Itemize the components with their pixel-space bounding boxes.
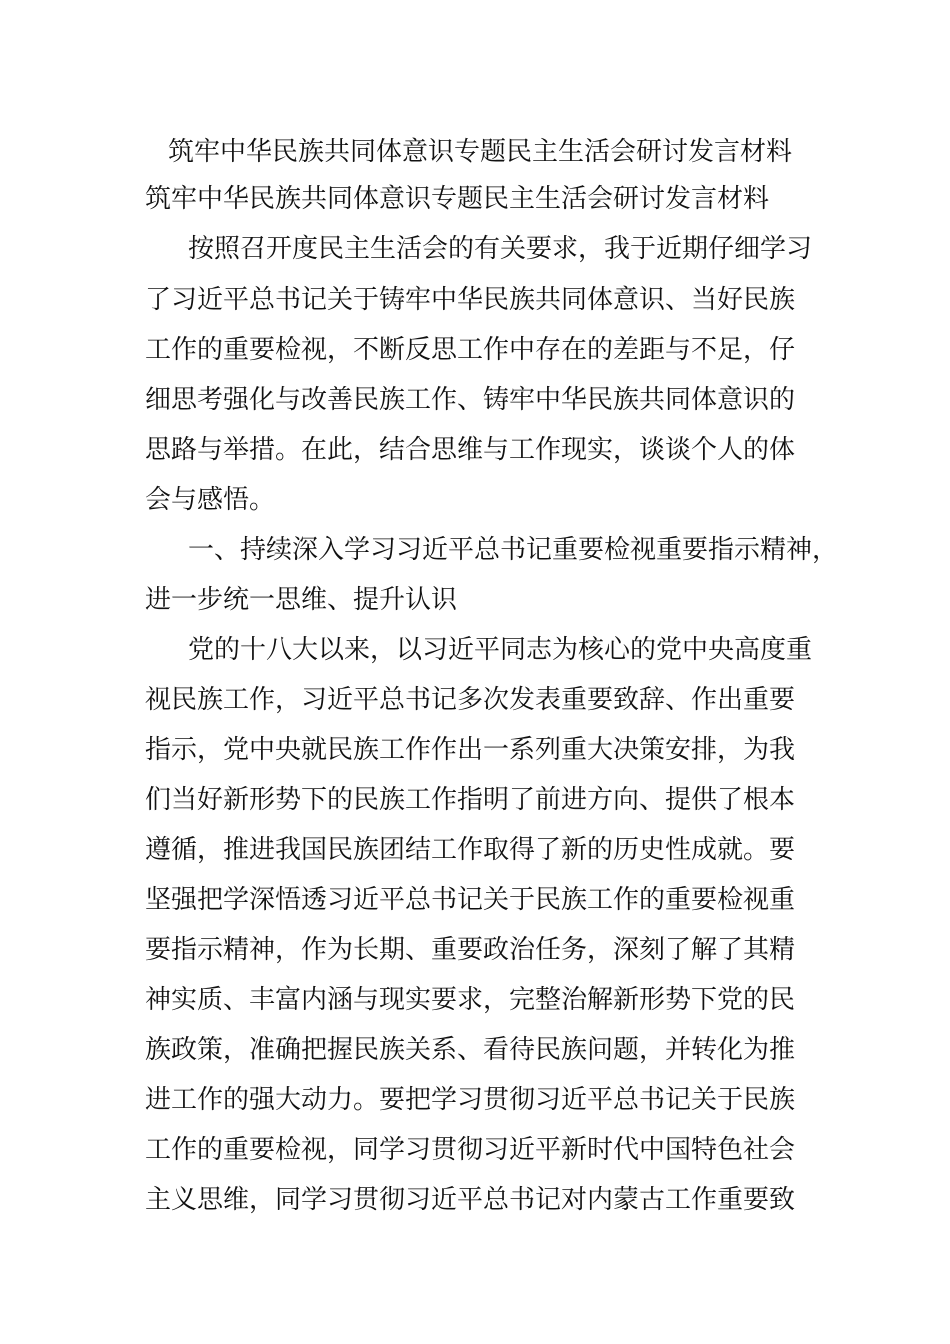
intro-line-3: 工作的重要检视，不断反思工作中存在的差距与不足，仔 — [145, 335, 796, 365]
body-line-7: 要指示精神，作为长期、重要政治任务，深刻了解了其精 — [145, 935, 796, 965]
intro-line-2: 了习近平总书记关于铸牢中华民族共同体意识、当好民族 — [145, 285, 796, 315]
body-line-1: 党的十八大以来，以习近平同志为核心的党中央高度重 — [188, 635, 813, 665]
intro-line-5: 思路与举措。在此，结合思维与工作现实，谈谈个人的体 — [145, 435, 796, 465]
body-line-8: 神实质、丰富内涵与现实要求，完整治解新形势下党的民 — [145, 985, 796, 1015]
section-heading-line-1: 一、持续深入学习习近平总书记重要检视重要指示精神， — [188, 535, 839, 565]
body-line-10: 进工作的强大动力。要把学习贯彻习近平总书记关于民族 — [145, 1085, 796, 1115]
body-line-3: 指示，党中央就民族工作作出一系列重大决策安排，为我 — [145, 735, 796, 765]
body-line-4: 们当好新形势下的民族工作指明了前进方向、提供了根本 — [145, 785, 796, 815]
document-title-repeat: 筑牢中华民族共同体意识专题民主生活会研讨发言材料 — [145, 184, 770, 214]
intro-line-4: 细思考强化与改善民族工作、铸牢中华民族共同体意识的 — [145, 385, 796, 415]
intro-line-6: 会与感悟。 — [145, 485, 276, 515]
section-heading-line-2: 进一步统一思维、提升认识 — [145, 585, 458, 615]
body-line-11: 工作的重要检视，同学习贯彻习近平新时代中国特色社会 — [145, 1135, 796, 1165]
intro-line-1: 按照召开度民主生活会的有关要求，我于近期仔细学习 — [188, 234, 813, 264]
body-line-6: 坚强把学深悟透习近平总书记关于民族工作的重要检视重 — [145, 885, 796, 915]
body-line-9: 族政策，准确把握民族关系、看待民族问题，并转化为推 — [145, 1035, 796, 1065]
body-line-2: 视民族工作，习近平总书记多次发表重要致辞、作出重要 — [145, 685, 796, 715]
body-line-5: 遵循，推进我国民族团结工作取得了新的历史性成就。要 — [145, 835, 796, 865]
body-line-12: 主义思维，同学习贯彻习近平总书记对内蒙古工作重要致 — [145, 1185, 796, 1215]
document-title: 筑牢中华民族共同体意识专题民主生活会研讨发言材料 — [168, 137, 793, 167]
